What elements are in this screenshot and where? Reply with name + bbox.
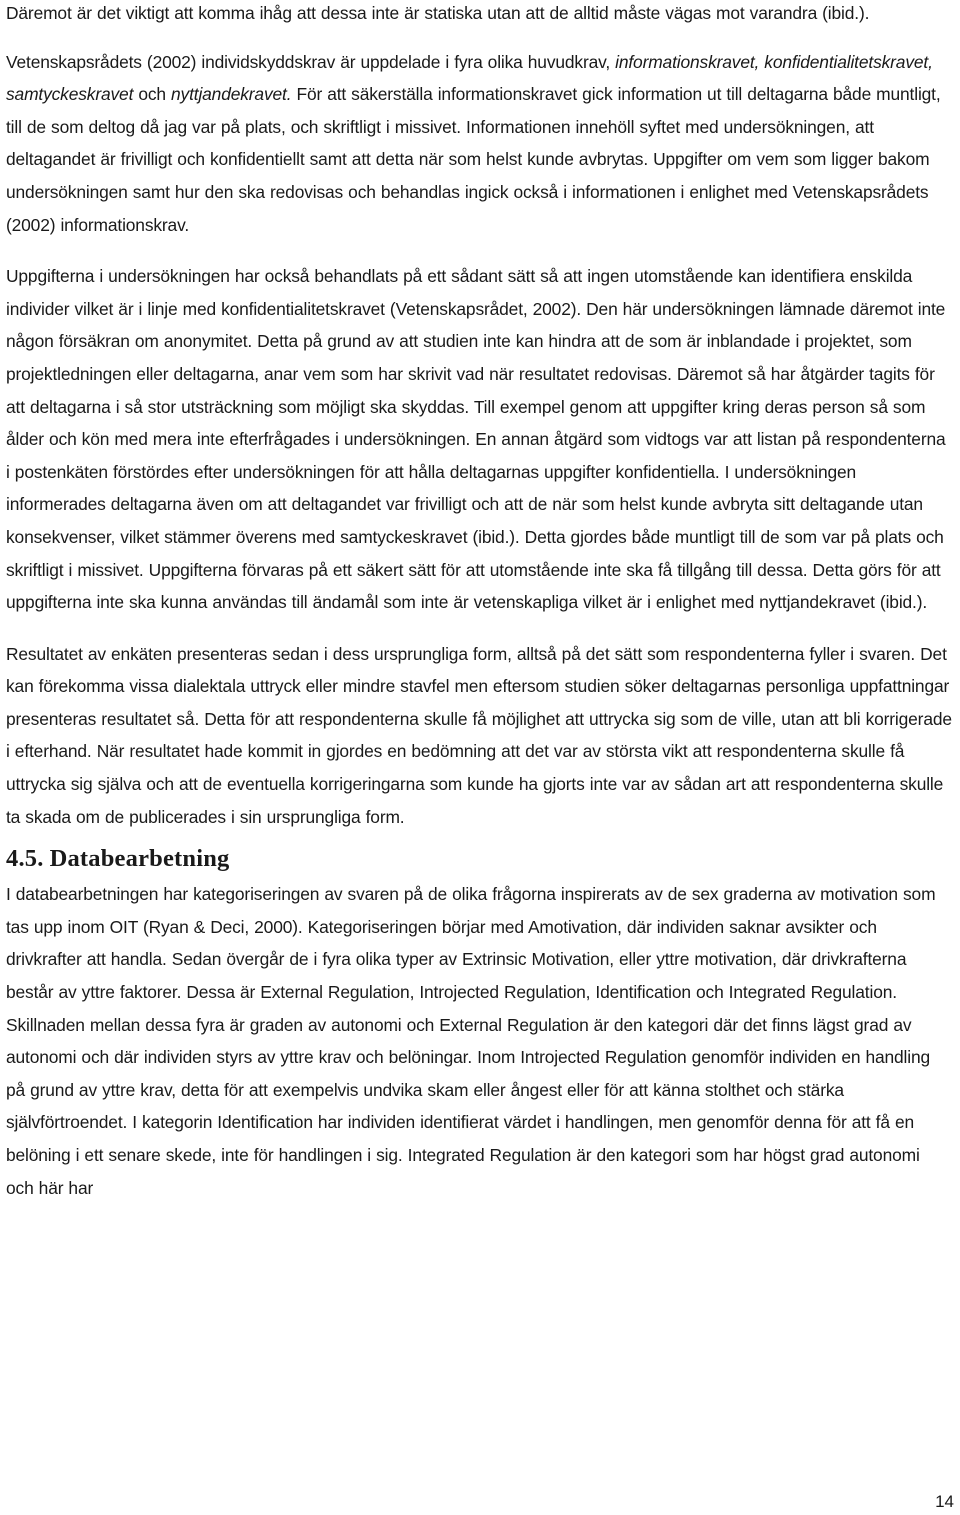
paragraph-individual-protection: [6, 46, 952, 242]
paragraph-results-presentation: Resultatet av enkäten presenteras sedan i dess ursprungliga form, alltså på det sätt som respondenterna fyller i svaren. Det kan förekomma vissa dialektala uttryck eller mindre stavfel men eftersom studien söker deltagarnas personliga uppfattningar presenteras resultatet så. Detta för att respondenterna skulle få möjlighet att uttrycka sig som de ville, utan att bli korrigerade i efterhand. När resultatet hade kommit in gjordes en bedömning att det var av största vikt att respondenterna skulle få uttrycka sig själva och att de eventuella korrigeringarna som kunde ha gjorts inte var av sådan art att respondenterna skulle ta skada om de publicerades i sin ursprungliga form.: [6, 643, 952, 827]
italic-requirements: informationskravet, konfidentialitetskravet, samtyckeskravet: [6, 51, 933, 105]
paragraph-spacer: [6, 619, 952, 638]
paragraph-confidentiality: Uppgifterna i undersökningen har också behandlats på ett sådant sätt så att ingen utomstående kan identifiera enskilda individer vilket är i linje med konfidentialitetskravet (Vetenskapsrådet, 2002). Den här undersökningen lämnade däremot inte någon försäkran om anonymitet. Detta på grund av att studien inte kan hindra att de som är inblandade i projektet, som projektledningen eller deltagarna, anar vem som har skrivit vad när resultatet redovisas. Däremot så har åtgärder tagits för att deltagarna i så stor utsträckning som möjligt ska skyddas. Till exempel genom att uppgifter kring deras person så som ålder och kön med mera inte efterfrågades i undersökningen. En annan åtgärd som vidtogs var att listan på respondenterna i postenkäten förstördes efter undersökningen för att hålla deltagarnas uppgifter konfidentiella. I undersökningen informerades deltagarna även om att deltagandet var frivilligt och att de när som helst kunde avbryta sitt deltagande utan konsekvenser, vilket stämmer överens med samtyckeskravet (ibid.). Detta gjordes både muntligt till de som var på plats och skriftligt i missivet. Uppgifterna förvaras på ett säkert sätt för att utomstående inte ska få tillgång till dessa. Detta görs för att uppgifterna inte ska kunna användas till ändamål som inte är vetenskapliga vilket är i enlighet med nyttjandekravet (ibid.).: [6, 266, 946, 613]
paragraph-spacer: [6, 241, 952, 260]
italic-requirement-use: nyttjandekravet.: [171, 84, 292, 105]
paragraph-ethics-balance: Däremot är det viktigt att komma ihåg att dessa inte är statiska utan att de alltid måste vägas mot varandra (ibid.).: [6, 3, 870, 23]
text-run: För att säkerställa informationskravet gick information ut till deltagarna både muntligt, till de som deltog då jag var på plats, och skriftligt i missivet. Informationen innehöll syftet med undersökningen, att deltagandet är frivilligt och konfidentiellt samt att detta när som helst kunde avbrytas. Uppgifter om vem som ligger bakom undersökningen samt hur den ska redovisas och behandlas ingick också i informationen i enlighet med Vetenskapsrådets (2002) informationskrav.: [6, 84, 941, 235]
paragraph-data-processing: I databearbetningen har kategoriseringen av svaren på de olika frågorna inspirerats av de sex graderna av motivation som tas upp inom OIT (Ryan & Deci, 2000). Kategoriseringen börjar med Amotivation, där individen saknar avsikter och drivkrafter att handla. Sedan övergår de i fyra olika typer av Extrinsic Motivation, eller yttre motivation, där drivkrafterna består av yttre faktorer. Dessa är External Regulation, Introjected Regulation, Identification och Integrated Regulation. Skillnaden mellan dessa fyra är graden av autonomi och External Regulation är den kategori där det finns lägst grad av autonomi och där individen styrs av yttre krav och belöningar. Inom Introjected Regulation genomför individen en handling på grund av yttre krav, detta för att exempelvis undvika skam eller ångest eller för att känna stolthet och stärka självförtroendet. I kategorin Identification har individen identifierat värdet i handlingen, men genomför denna för att få en belöning i ett senare skede, inte för handlingen i sig. Integrated Regulation är den kategori som har högst grad autonomi och här har: [6, 884, 936, 1198]
section-heading: [6, 844, 952, 874]
section-title: Databearbetning: [49, 845, 230, 873]
text-run: Vetenskapsrådets (2002) individskyddskrav är uppdelade i fyra olika huvudkrav,: [6, 51, 616, 72]
paragraph-spacer: [6, 30, 952, 46]
document-body: [6, 0, 952, 1204]
section-number: 4.5.: [6, 845, 44, 873]
text-run: och: [133, 84, 172, 105]
page-number: 14: [935, 1492, 954, 1511]
